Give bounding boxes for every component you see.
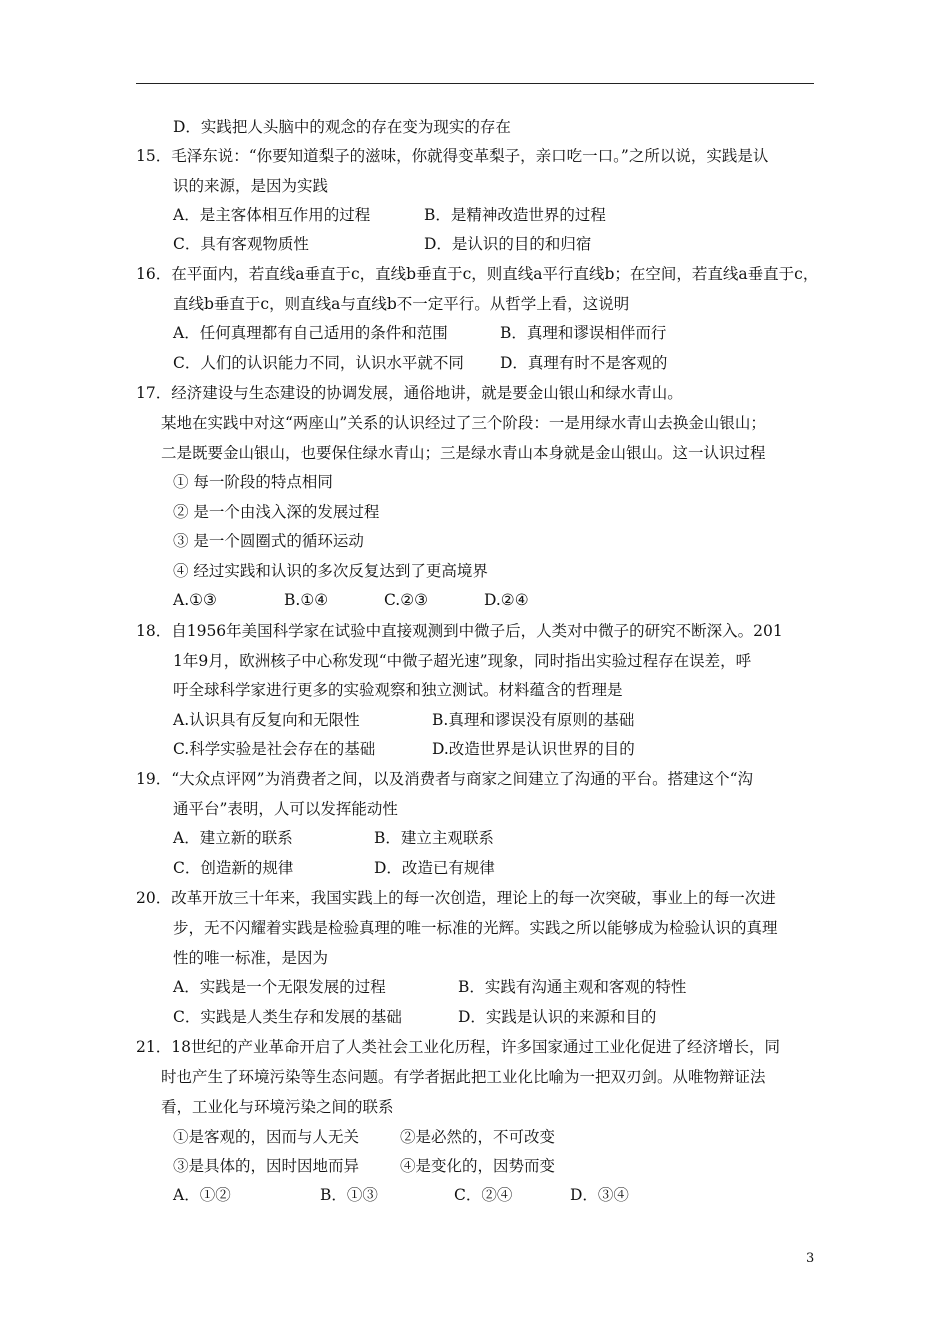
text-line: C.科学实验是社会存在的基础 (173, 740, 376, 758)
text-line: A．任何真理都有自己适用的条件和范围 (173, 324, 448, 342)
text-line: 1年9月，欧洲核子中心称发现“中微子超光速”现象，同时指出实验过程存在误差，呼 (173, 652, 752, 670)
text-line: 时也产生了环境污染等生态问题。有学者据此把工业化比喻为一把双刃剑。从唯物辩证法 (161, 1068, 766, 1086)
header-rule (136, 83, 814, 84)
text-line: D．实践把人头脑中的观念的存在变为现实的存在 (173, 118, 511, 136)
text-line: 通平台”表明，人可以发挥能动性 (173, 800, 398, 818)
text-line: B．建立主观联系 (374, 829, 494, 847)
text-line: A．是主客体相互作用的过程 (173, 206, 371, 224)
text-line: 步，无不闪耀着实践是检验真理的唯一标准的光辉。实践之所以能够成为检验认识的真理 (173, 919, 778, 937)
text-line: A．实践是一个无限发展的过程 (173, 978, 386, 996)
text-line: 二是既要金山银山，也要保住绿水青山；三是绿水青山本身就是金山银山。这一认识过程 (161, 444, 766, 462)
text-line: 性的唯一标准，是因为 (173, 949, 329, 967)
text-line: C．具有客观物质性 (173, 235, 309, 253)
text-line: B.真理和谬误没有原则的基础 (432, 711, 635, 729)
text-line: 某地在实践中对这“两座山”关系的认识经过了三个阶段：一是用绿水青山去换金山银山； (161, 414, 766, 432)
text-line: A.①③ (173, 591, 217, 609)
text-line: 16．在平面内，若直线a垂直于c，直线b垂直于c，则直线a平行直线b；在空间，若直线a垂直于c， (136, 265, 819, 283)
page-number: 3 (806, 1251, 815, 1266)
text-line: ③ 是一个圆圈式的循环运动 (173, 532, 364, 550)
text-line: D．真理有时不是客观的 (500, 354, 668, 372)
text-line: D．③④ (570, 1186, 629, 1204)
text-line: C．创造新的规律 (173, 859, 294, 877)
text-line: D.改造世界是认识世界的目的 (432, 740, 635, 758)
text-line: ② 是一个由浅入深的发展过程 (173, 503, 380, 521)
text-line: C．②④ (454, 1186, 513, 1204)
text-line: A．①② (173, 1186, 231, 1204)
text-line: 20．改革开放三十年来，我国实践上的每一次创造，理论上的每一次突破，事业上的每一次进 (136, 889, 776, 907)
text-line: 21．18世纪的产业革命开启了人类社会工业化历程，许多国家通过工业化促进了经济增长，同 (136, 1038, 780, 1056)
text-line: D．是认识的目的和归宿 (424, 235, 592, 253)
text-line: D．实践是认识的来源和目的 (458, 1008, 657, 1026)
text-line: C．实践是人类生存和发展的基础 (173, 1008, 402, 1026)
text-line: B.①④ (284, 591, 329, 609)
text-line: ④是变化的，因势而变 (400, 1157, 556, 1175)
text-line: 18．自1956年美国科学家在试验中直接观测到中微子后，人类对中微子的研究不断深入。201 (136, 622, 783, 640)
text-line: 看，工业化与环境污染之间的联系 (161, 1098, 394, 1116)
text-line: 19．“大众点评网”为消费者之间，以及消费者与商家之间建立了沟通的平台。搭建这个“沟 (136, 770, 753, 788)
text-line: 15．毛泽东说：“你要知道梨子的滋味，你就得变革梨子，亲口吃一口。”之所以说，实践是认 (136, 147, 769, 165)
text-line: C.②③ (384, 591, 429, 609)
text-line: B．是精神改造世界的过程 (424, 206, 606, 224)
text-line: ①是客观的，因而与人无关 (173, 1128, 360, 1146)
text-line: B．实践有沟通主观和客观的特性 (458, 978, 687, 996)
text-line: A．建立新的联系 (173, 829, 293, 847)
text-line: 识的来源，是因为实践 (173, 177, 329, 195)
text-line: B．①③ (320, 1186, 378, 1204)
text-line: A.认识具有反复向和无限性 (173, 711, 360, 729)
text-line: C．人们的认识能力不同，认识水平就不同 (173, 354, 464, 372)
text-line: ④ 经过实践和认识的多次反复达到了更高境界 (173, 562, 488, 580)
text-line: D．改造已有规律 (374, 859, 495, 877)
text-line: ① 每一阶段的特点相同 (173, 473, 333, 491)
text-line: 直线b垂直于c，则直线a与直线b不一定平行。从哲学上看，这说明 (173, 295, 630, 313)
text-line: ③是具体的，因时因地而异 (173, 1157, 360, 1175)
text-line: ②是必然的，不可改变 (400, 1128, 556, 1146)
text-line: 17．经济建设与生态建设的协调发展，通俗地讲，就是要金山银山和绿水青山。 (136, 384, 683, 402)
text-line: 吁全球科学家进行更多的实验观察和独立测试。材料蕴含的哲理是 (173, 681, 623, 699)
text-line: D.②④ (484, 591, 529, 609)
text-line: B．真理和谬误相伴而行 (500, 324, 667, 342)
